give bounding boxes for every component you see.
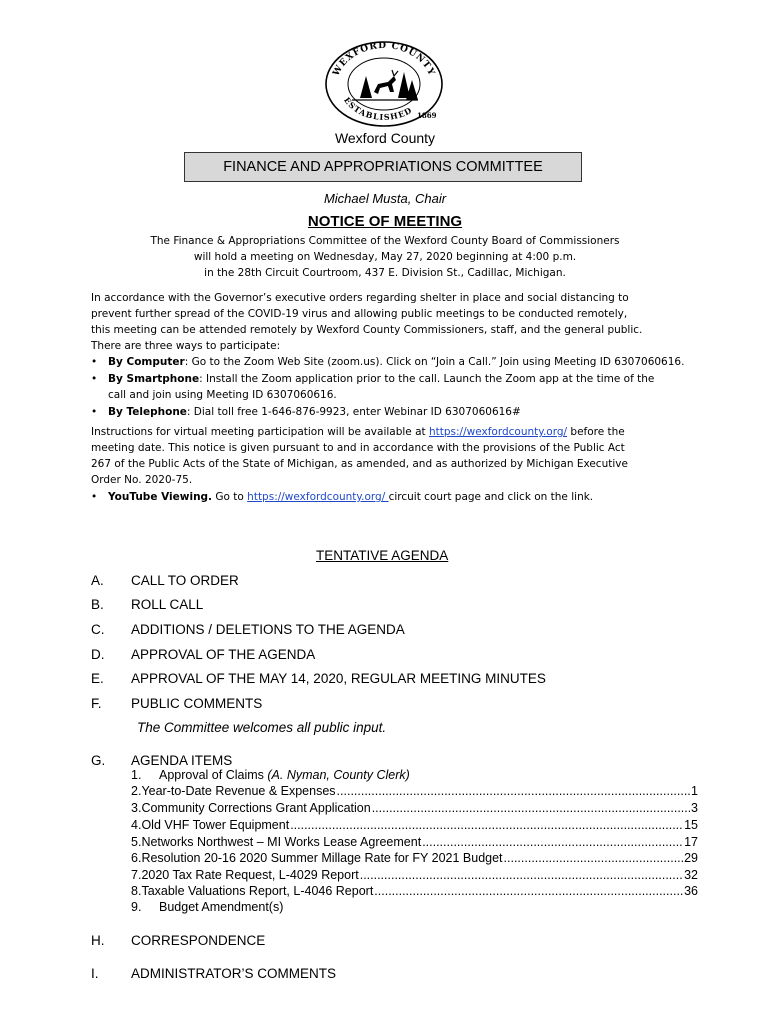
website-link[interactable]: https://wexfordcounty.org/ <box>428 426 568 438</box>
item-page: 32 <box>684 868 698 882</box>
bullet-label: By Smartphone <box>108 373 200 385</box>
svg-text:ESTABLISHED <box>342 95 414 122</box>
instructions-line: Order No. 2020-75. <box>91 474 193 486</box>
committee-chair: Michael Musta, Chair <box>323 191 447 206</box>
bullet-computer: • By Computer: Go to the Zoom Web Site (zoom.us). Click on “Join a Call.” Join using Meeting ID 6307060616. <box>91 356 685 368</box>
agenda-item <box>131 768 698 782</box>
agenda-letter: H. <box>91 933 105 948</box>
item-label: Approval of Claims <box>159 768 264 782</box>
instructions-text: Instructions for virtual meeting participation will be available at <box>91 426 429 438</box>
item-page: 1 <box>691 784 698 798</box>
bullet-text: : Install the Zoom application prior to the call. Launch the Zoom app at the time of the <box>199 373 655 385</box>
item-page: 17 <box>684 835 698 849</box>
agenda-letter: G. <box>91 753 106 768</box>
paragraph-line: prevent further spread of the COVID-19 virus and allowing public meetings to be conducted remotely, <box>91 308 628 320</box>
item-number: 4. <box>131 818 142 832</box>
item-number: 3. <box>131 801 142 815</box>
agenda-item <box>131 884 698 898</box>
instructions-text: before the <box>567 426 625 438</box>
intro-line-1: The Finance & Appropriations Committee of the Wexford County Board of Commissioners <box>150 235 620 247</box>
agenda-section: CALL TO ORDER <box>131 573 239 588</box>
public-comments-note: The Committee welcomes all public input. <box>137 720 387 735</box>
paragraph-line: In accordance with the Governor’s executive orders regarding shelter in place and social distancing to <box>91 292 629 304</box>
seal-year: 1869 <box>417 111 437 120</box>
intro-line-3: in the 28th Circuit Courtroom, 437 E. Division St., Cadillac, Michigan. <box>204 267 566 279</box>
agenda-letter: A. <box>91 573 104 588</box>
item-label: Resolution 20-16 2020 Summer Millage Rate for FY 2021 Budget <box>141 851 503 865</box>
item-label: Taxable Valuations Report, L-4046 Report <box>141 884 374 898</box>
agenda-section: PUBLIC COMMENTS <box>131 696 263 711</box>
item-page: 3 <box>691 801 698 815</box>
bullet-label: By Computer <box>108 356 185 368</box>
svg-text:WEXFORD COUNTY <box>331 41 436 79</box>
agenda-section: CORRESPONDENCE <box>131 933 266 948</box>
item-number: 2. <box>131 784 142 798</box>
item-number: 9. <box>131 900 142 914</box>
county-name: Wexford County <box>334 130 436 146</box>
paragraph-line: There are three ways to participate: <box>91 340 281 352</box>
bullet-label: YouTube Viewing. <box>108 491 213 503</box>
bullet-continuation: call and join using Meeting ID 6307060616. <box>108 389 337 401</box>
agenda-item <box>131 851 698 865</box>
item-page: 15 <box>684 818 698 832</box>
item-label: Networks Northwest – MI Works Lease Agreement <box>141 835 422 849</box>
item-label: Budget Amendment(s) <box>159 900 284 914</box>
agenda-letter: F. <box>91 696 102 711</box>
bullet-text: : Go to the Zoom Web Site (zoom.us). Click on “Join a Call.” Join using Meeting ID 6307060616. <box>184 356 685 368</box>
paragraph-line: this meeting can be attended remotely by Wexford County Commissioners, staff, and the general public. <box>91 324 643 336</box>
agenda-letter: B. <box>91 597 104 612</box>
instructions-line: meeting date. This notice is given pursuant to and in accordance with the provisions of the Public Act <box>91 442 625 454</box>
item-label: Old VHF Tower Equipment <box>141 818 290 832</box>
intro-line-2: will hold a meeting on Wednesday, May 27, 2020 beginning at 4:00 p.m. <box>193 251 577 263</box>
instructions-line <box>91 426 625 438</box>
item-page: 36 <box>684 884 698 898</box>
agenda-section: APPROVAL OF THE AGENDA <box>131 647 316 662</box>
agenda-section: APPROVAL OF THE MAY 14, 2020, REGULAR MEETING MINUTES <box>131 671 546 686</box>
agenda-item <box>131 868 698 882</box>
item-label: Year-to-Date Revenue & Expenses <box>141 784 336 798</box>
seal-top-text: WEXFORD COUNTY <box>331 40 437 78</box>
bullet-text: circuit court page and click on the link. <box>388 491 594 503</box>
county-seal-logo <box>322 36 446 128</box>
notice-title: NOTICE OF MEETING <box>307 213 463 230</box>
agenda-section: AGENDA ITEMS <box>131 753 233 768</box>
agenda-item <box>131 784 698 798</box>
instructions-line: 267 of the Public Acts of the State of Michigan, as amended, and as authorized by Michigan Executive <box>91 458 628 470</box>
bullet-smartphone: • By Smartphone: Install the Zoom application prior to the call. Launch the Zoom app at the time of the <box>91 373 655 385</box>
youtube-link[interactable]: https://wexfordcounty.org/ <box>247 491 389 503</box>
bullet-text: : Dial toll free 1-646-876-9923, enter Webinar ID 6307060616# <box>186 406 521 418</box>
bullet-text: Go to <box>212 491 248 503</box>
committee-title: FINANCE AND APPROPRIATIONS COMMITTEE <box>184 152 582 182</box>
agenda-letter: D. <box>91 647 105 662</box>
agenda-title: TENTATIVE AGENDA <box>316 548 449 563</box>
agenda-item <box>131 835 698 849</box>
agenda-item <box>131 818 698 832</box>
agenda-letter: C. <box>91 622 105 637</box>
agenda-section: ADMINISTRATOR’S COMMENTS <box>131 966 337 981</box>
seal-bottom-text: ESTABLISHED <box>342 95 414 122</box>
bullet-telephone: • By Telephone: Dial toll free 1-646-876-9923, enter Webinar ID 6307060616# <box>91 406 521 418</box>
item-label: Community Corrections Grant Application <box>141 801 371 815</box>
agenda-letter: E. <box>91 671 104 686</box>
item-note: (A. Nyman, County Clerk) <box>267 768 410 782</box>
agenda-section: ROLL CALL <box>131 597 204 612</box>
agenda-letter: I. <box>91 966 99 981</box>
item-page: 29 <box>684 851 698 865</box>
item-number: 5. <box>131 835 142 849</box>
item-number: 7. <box>131 868 142 882</box>
agenda-item <box>131 900 698 914</box>
item-number: 6. <box>131 851 142 865</box>
agenda-item <box>131 801 698 815</box>
bullet-youtube: • YouTube Viewing. Go to https://wexfordcounty.org/ circuit court page and click on the link. <box>91 491 594 503</box>
bullet-label: By Telephone <box>108 406 187 418</box>
item-label: 2020 Tax Rate Request, L-4029 Report <box>141 868 359 882</box>
agenda-section: ADDITIONS / DELETIONS TO THE AGENDA <box>131 622 405 637</box>
item-number: 8. <box>131 884 142 898</box>
item-number: 1. <box>131 768 142 782</box>
